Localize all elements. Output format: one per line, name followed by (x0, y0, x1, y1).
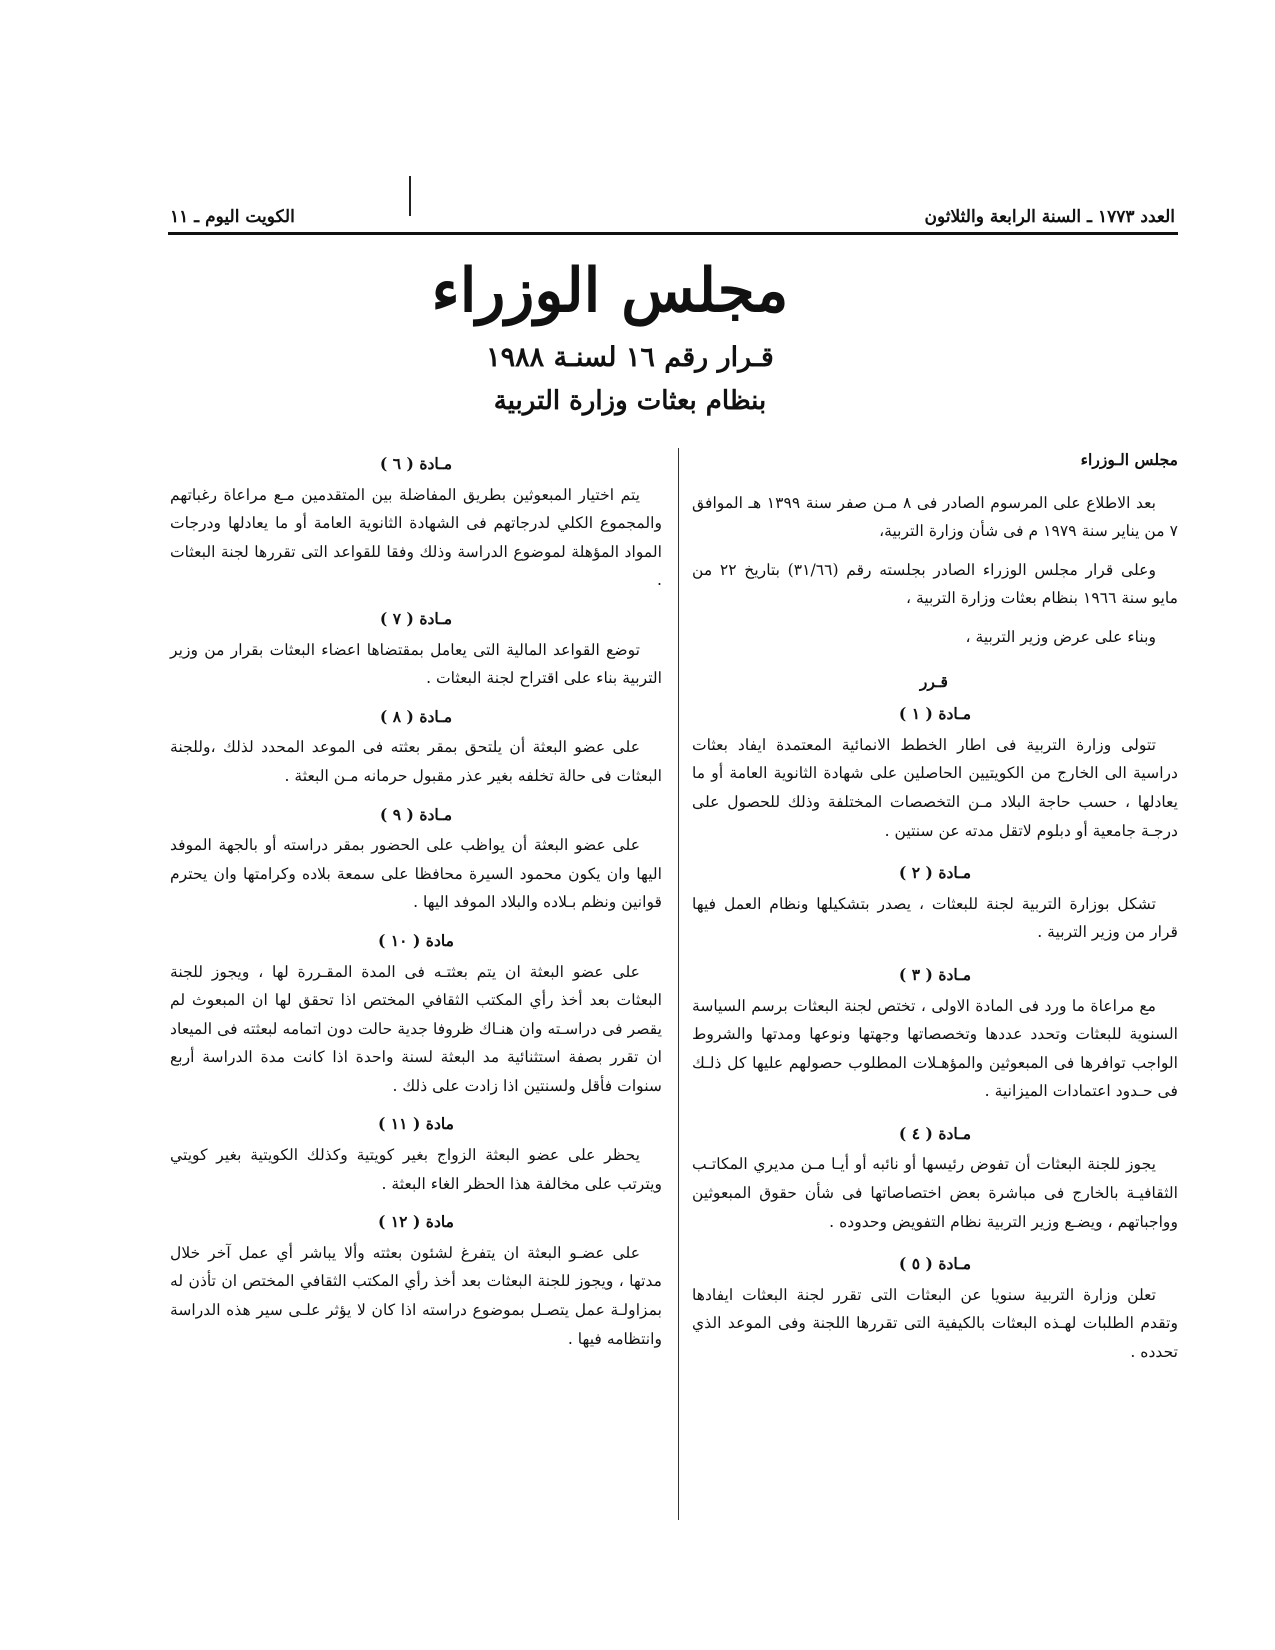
article-text: على عضو البعثة أن يواظب على الحضور بمقر دراسته أو بالجهة الموفد اليها وان يكون محمود السيرة محافظا على سمعة بلاده وكرامتها وان يحترم قوانين ونظم بـلاده والبلاد الموفد اليها . (170, 836, 662, 912)
left-column (170, 446, 662, 1363)
article-text: يتم اختيار المبعوثين بطريق المفاضلة بين المتقدمين مـع مراعاة رغباتهم والمجموع الكلي لدرجاتهم فى الشهادة الثانوية العامة أو ما يعادلها ودرجات المواد المؤهلة لموضوع الدراسة وذلك وفقا للقواعد التى تقررها لجنة البعثات . (170, 485, 662, 590)
article-heading: مـادة ( ٦ ) (379, 454, 453, 473)
article-heading: مـادة ( ٩ ) (379, 804, 453, 824)
issuer: مجلس الـوزراء (1080, 450, 1178, 469)
preamble-paragraph: وعلى قرار مجلس الوزراء الصادر بجلسته رقم (٣١/٦٦) بتاريخ ٢٢ من مايو سنة ١٩٦٦ بنظام بعثات وزارة التربية ، (692, 560, 1178, 608)
article-heading: مادة ( ١١ ) (377, 1114, 455, 1134)
article-text: على عضو البعثة ان يتم بعثتـه فى المدة المقـررة لها ، ويجوز للجنة البعثات بعد أخذ رأي المكتب الثقافي المختص اذا تحقق لها ان المبعوث لم يقصر فى دراسـته وان هنـاك ظروفا جدية حالت دون اتمامه لبعثته فى الميعاد ان تقرر بصفة استثنائية مد البعثة لسنة واحدة اذا كانت مدة الدراسة أربع سنوات فأقل ولسنتين اذا زادت على ذلك . (170, 962, 662, 1095)
decree-subject: بنظام بعثات وزارة التربية (493, 386, 767, 416)
decree-title: قـرار رقم ١٦ لسنـة ١٩٨٨ (486, 342, 774, 373)
article-text: على عضـو البعثة ان يتفرغ لشئون بعثته وألا يباشر أي عمل آخر خلال مدتها ، ويجوز للجنة البعثات بعد أخذ رأي المكتب الثقافي المختص ان تأذن له بمزاولـة عمل يتصـل بموضوع دراسته اذا كان لا يؤثر علـى سير هذه الدراسة وانتظامه فيها . (170, 1243, 662, 1348)
article-heading: مـادة ( ٨ ) (379, 706, 453, 726)
article-heading: مادة ( ١٢ ) (377, 1212, 455, 1232)
article-text: يجوز للجنة البعثات أن تفوض رئيسها أو نائبه أو أيـا مـن مديري المكاتـب الثقافيـة بالخارج فى مباشرة بعض اختصاصاتها فى شأن حقوق المبعوثين وواجباتهم ، ويضـع وزير التربية نظام التفويض وحدوده . (692, 1155, 1178, 1231)
column-divider (678, 448, 679, 1520)
article-text: تتولى وزارة التربية فى اطار الخطط الانمائية المعتمدة ايفاد بعثات دراسية الى الخارج من الكويتيين الحاصلين على شهادة الثانوية العامة أو ما يعادلها ، حسب حاجة البلاد مـن التخصصات المختلفة وذلك للحصول على درجـة جامعية أو دبلوم لاتقل مدته عن سنتين . (692, 735, 1178, 840)
article-heading: مـادة ( ٣ ) (898, 964, 972, 984)
header-tick-mark (409, 176, 411, 216)
issue-info: العدد ١٧٧٣ ـ السنة الرابعة والثلاثون (924, 207, 1175, 227)
article-heading: مـادة ( ١ ) (898, 704, 972, 724)
article-heading: مادة ( ١٠ ) (377, 930, 455, 950)
preamble-paragraph: بعد الاطلاع على المرسوم الصادر فى ٨ مـن صفر سنة ١٣٩٩ هـ الموافق ٧ من يناير سنة ١٩٧٩ م فى شأن وزارة التربية، (692, 493, 1178, 541)
article-heading: مـادة ( ٤ ) (898, 1123, 972, 1143)
header-rule (168, 232, 1178, 235)
right-column (692, 446, 1178, 1377)
article-text: يحظر على عضو البعثة الزواج بغير كويتية وكذلك الكويتية بغير كويتي ويترتب على مخالفة هذا الحظر الغاء البعثة . (170, 1146, 662, 1193)
page-label: الكويت اليوم ـ ١١ (170, 207, 295, 227)
article-text: مع مراعاة ما ورد فى المادة الاولى ، تختص لجنة البعثات برسم السياسة السنوية للبعثات وتحدد عددها وتخصصاتها وجهتها ونوعها ومدتها والشروط الواجب توافرها فى المبعوثين والمؤهـلات المطلوب حصولهم عليها كل ذلـك فى حـدود اعتمادات الميزانية . (692, 996, 1178, 1101)
masthead: مجلس الوزراء (431, 256, 789, 326)
article-text: تشكل بوزارة التربية لجنة للبعثات ، يصدر بتشكيلها ونظام العمل فيها قرار من وزير التربية . (692, 894, 1178, 942)
article-text: تعلن وزارة التربية سنويا عن البعثات التى تقرر لجنة البعثات ايفادها وتقدم الطلبات لهـذه البعثات بالكيفية التى تقررها اللجنة وفى الموعد الذي تحدده . (692, 1285, 1178, 1362)
article-text: توضع القواعد المالية التى يعامل بمقتضاها اعضاء البعثات بقرار من وزير التربية بناء على اقتراح لجنة البعثات . (170, 640, 662, 688)
article-heading: مـادة ( ٧ ) (379, 608, 453, 628)
article-heading: مـادة ( ٥ ) (898, 1254, 972, 1274)
article-heading: مـادة ( ٢ ) (898, 863, 972, 883)
decided-heading: قـرر (919, 671, 948, 691)
preamble-paragraph: وبناء على عرض وزير التربية ، (965, 627, 1156, 646)
article-text: على عضو البعثة أن يلتحق بمقر بعثته فى الموعد المحدد لذلك ،وللجنة البعثات فى حالة تخلفه بغير عذر مقبول حرمانه مـن البعثة . (170, 738, 662, 785)
